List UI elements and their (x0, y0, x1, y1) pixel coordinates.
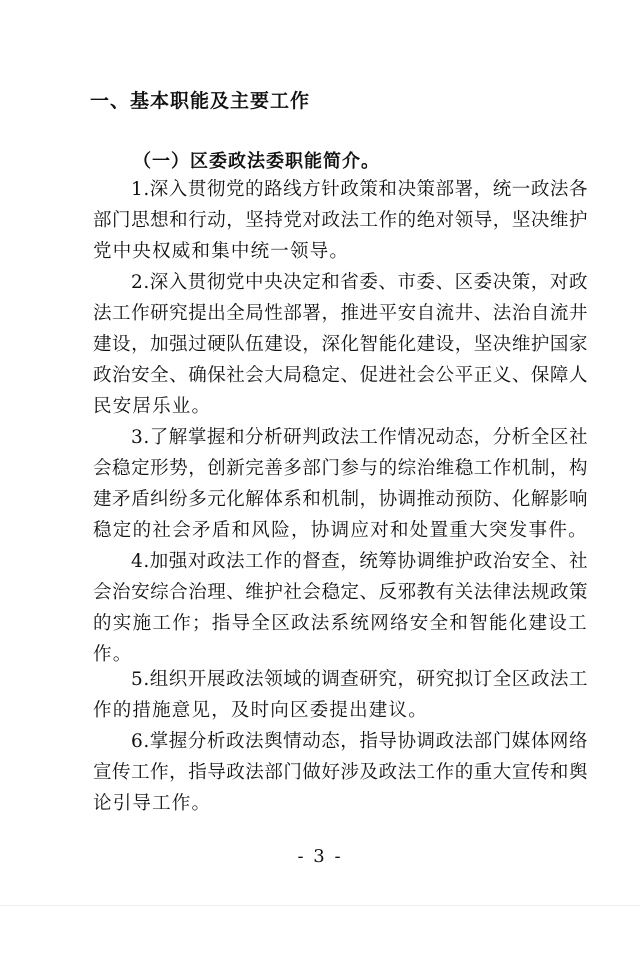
subsection-heading: （一）区委政法委职能简介。 (133, 151, 380, 172)
paragraph-line: 3.了解掌握和分析研判政法工作情况动态，分析全区社 (131, 427, 588, 448)
paragraph-line: 6.掌握分析政法舆情动态，指导协调政法部门媒体网络 (131, 731, 588, 752)
paragraph-line: 会治安综合治理、维护社会稳定、反邪教有关法律法规政策 (93, 582, 588, 603)
paragraph-line: 党中央权威和集中统一领导。 (93, 241, 350, 262)
paragraph-line: 稳定的社会矛盾和风险，协调应对和处置重大突发事件。 (93, 520, 588, 541)
paragraph-line: 建矛盾纠纷多元化解体系和机制，协调推动预防、化解影响 (93, 489, 588, 510)
paragraph-line: 民安居乐业。 (93, 396, 212, 417)
paragraph-line: 建设，加强过硬队伍建设，深化智能化建设，坚决维护国家 (93, 334, 588, 355)
paragraph-line: 5.组织开展政法领域的调查研究，研究拟订全区政法工 (131, 669, 588, 690)
paragraph-line: 作。 (93, 644, 133, 665)
paragraph-line: 法工作研究提出全局性部署，推进平安自流井、法治自流井 (93, 303, 588, 324)
paragraph-line: 1.深入贯彻党的路线方针政策和决策部署，统一政法各 (131, 179, 588, 200)
paragraph-line: 政治安全、确保社会大局稳定、促进社会公平正义、保障人 (93, 365, 588, 386)
paragraph-line: 部门思想和行动，坚持党对政法工作的绝对领导，坚决维护 (93, 210, 588, 231)
paragraph-line: 论引导工作。 (93, 793, 212, 814)
paragraph-line: 2.深入贯彻党中央决定和省委、市委、区委决策，对政 (131, 272, 588, 293)
paragraph-line: 会稳定形势，创新完善多部门参与的综治维稳工作机制，构 (93, 458, 588, 479)
paragraph-line: 的实施工作；指导全区政法系统网络安全和智能化建设工 (93, 613, 588, 634)
page-number: - 3 - (297, 846, 343, 867)
page-bottom-divider (0, 905, 640, 906)
paragraph-line: 4.加强对政法工作的督查，统筹协调维护政治安全、社 (131, 551, 588, 572)
section-heading: 一、基本职能及主要工作 (90, 90, 311, 112)
paragraph-line: 宣传工作，指导政法部门做好涉及政法工作的重大宣传和舆 (93, 762, 588, 783)
paragraph-line: 作的措施意见，及时向区委提出建议。 (93, 700, 428, 721)
